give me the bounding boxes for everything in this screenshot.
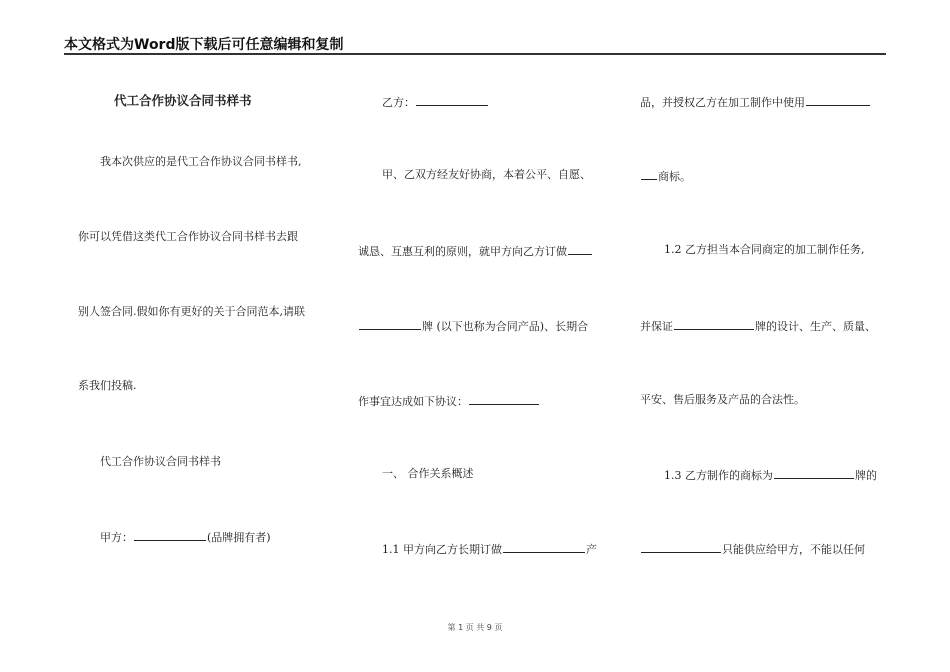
page-footer: 第 1 页 共 9 页: [447, 623, 503, 632]
trademark-suffix: 商标。: [658, 170, 691, 183]
clause-1-2-blank: [674, 318, 754, 330]
document-title: 代工合作协议合同书样书: [114, 93, 252, 108]
clause-1-1-blank: [503, 541, 585, 553]
agreement-line-3-text: 牌 (以下也称为合同产品)、长期合: [422, 320, 589, 333]
intro-line-1: 我本次供应的是代工合作协议合同书样书,: [100, 155, 302, 168]
authorization-line: [640, 94, 871, 110]
clause-1-2-line-3: 平安、售后服务及产品的合法性。: [640, 393, 805, 406]
agreement-line-2-blank: [568, 243, 592, 255]
clause-1-1-line: [382, 541, 597, 557]
agreement-line-4-blank: [469, 393, 539, 405]
authorization-text: 品，并授权乙方在加工制作中使用: [640, 96, 805, 109]
agreement-line-3: [358, 318, 588, 334]
clause-1-2-prefix: 并保证: [640, 320, 673, 333]
page-header: [64, 36, 886, 55]
header-text: 本文格式为Word版下载后可任意编辑和复制: [64, 37, 344, 53]
party-a-suffix: (品牌拥有者): [207, 531, 271, 544]
clause-1-3-line-2-text: 只能供应给甲方，不能以任何: [722, 543, 865, 556]
clause-1-3-line-2: [640, 541, 865, 557]
clause-1-2-line-2: [640, 318, 876, 334]
subtitle: 代工合作协议合同书样书: [100, 455, 221, 468]
party-b-line: [382, 94, 489, 110]
intro-line-3: 别人签合同.假如你有更好的关于合同范本,请联: [78, 305, 305, 318]
agreement-line-2-text: 诚恳、互惠互利的原则，就甲方向乙方订做: [358, 245, 567, 258]
clause-1-3-line-1: [664, 467, 877, 483]
trademark-blank: [806, 94, 870, 106]
clause-1-3-blank-2: [641, 541, 721, 553]
trademark-line: [640, 168, 691, 184]
clause-1-3-prefix: 1.3 乙方制作的商标为: [664, 469, 773, 482]
section-1-heading: 一、 合作关系概述: [382, 467, 474, 480]
intro-line-4: 系我们投稿.: [78, 379, 137, 392]
party-a-line: [100, 529, 271, 545]
intro-line-2: 你可以凭借这类代工合作协议合同书样书去跟: [78, 230, 298, 243]
clause-1-3-suffix: 牌的: [855, 469, 877, 482]
clause-1-1-suffix: 产: [586, 543, 597, 556]
agreement-line-1: 甲、乙双方经友好协商，本着公平、自愿、: [382, 168, 591, 181]
trademark-blank-cont: [641, 168, 657, 180]
agreement-line-2: [358, 243, 593, 259]
party-a-blank: [134, 529, 206, 541]
clause-1-1-prefix: 1.1 甲方向乙方长期订做: [382, 543, 502, 556]
clause-1-2-line-1: 1.2 乙方担当本合同商定的加工制作任务,: [664, 243, 865, 256]
party-b-blank: [416, 94, 488, 106]
party-b-label: 乙方：: [382, 96, 415, 109]
clause-1-2-suffix: 牌的设计、生产、质量、: [755, 320, 876, 333]
clause-1-3-blank: [774, 467, 854, 479]
agreement-line-4: [358, 393, 540, 409]
agreement-line-4-text: 作事宜达成如下协议：: [358, 395, 468, 408]
brand-blank: [359, 318, 421, 330]
party-a-label: 甲方：: [100, 531, 133, 544]
